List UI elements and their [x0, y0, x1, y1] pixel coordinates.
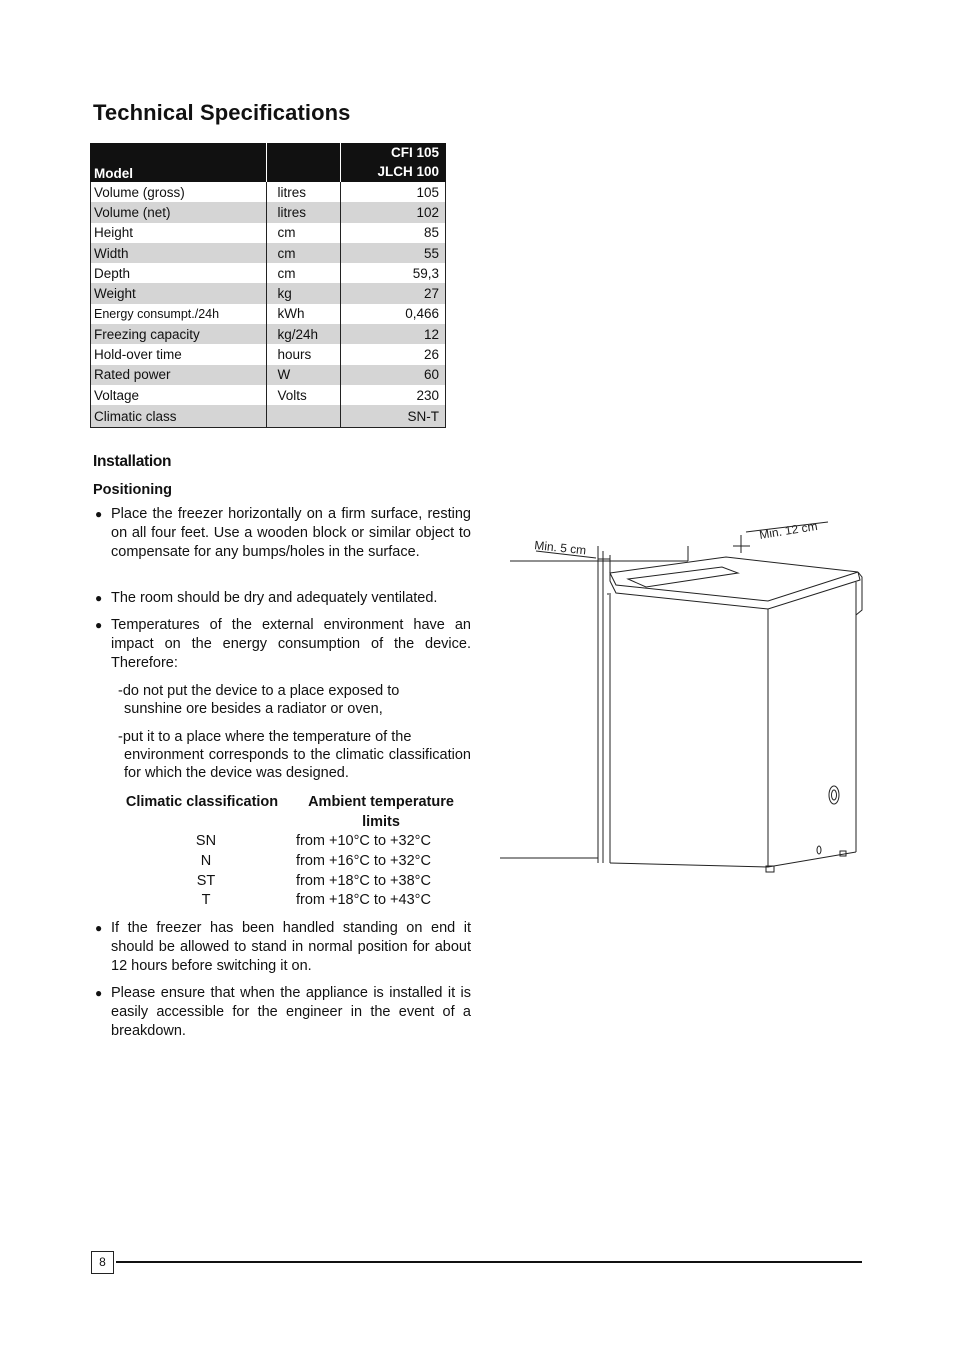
row-unit: litres	[266, 182, 341, 202]
row-value: 55	[341, 243, 446, 263]
header-model-1: CFI 105	[390, 145, 439, 160]
table-row	[91, 405, 446, 427]
bullet-icon: ●	[95, 921, 103, 935]
row-unit	[266, 405, 341, 427]
row-unit: kg/24h	[266, 324, 341, 344]
climatic-col1-header: Climatic classification	[125, 794, 279, 810]
row-unit: cm	[266, 263, 341, 283]
spec-table	[90, 143, 446, 428]
row-value: SN-T	[341, 405, 446, 427]
row-unit: Volts	[266, 385, 341, 405]
row-value: 230	[341, 385, 446, 405]
row-value: 27	[341, 283, 446, 303]
table-row	[91, 223, 446, 243]
climatic-col2-header	[296, 793, 466, 832]
row-value: 59,3	[341, 263, 446, 283]
bullet-text: Temperatures of the external environment have an impact on the energy consumption of the device. Therefore:	[111, 617, 471, 671]
min12-label: Min. 12 cm	[758, 518, 819, 542]
row-unit: cm	[266, 243, 341, 263]
climatic-range: from +10°C to +32°C	[296, 833, 431, 849]
table-row	[91, 385, 446, 405]
page-title: Technical Specifications	[93, 100, 351, 125]
row-value: 60	[341, 365, 446, 385]
thermostat-knob-icon	[829, 786, 839, 804]
spec-table-header	[91, 143, 446, 182]
freezer-clearance-diagram	[498, 515, 870, 880]
climatic-range: from +16°C to +32°C	[296, 853, 431, 869]
row-value: 26	[341, 344, 446, 364]
sub-text-rest: environment corresponds to the climatic classification for which the device was designed.	[124, 747, 471, 781]
row-value: 12	[341, 324, 446, 344]
bullet-icon: ●	[95, 986, 103, 1000]
sub-text-first: -put it to a place where the temperature of the	[118, 729, 412, 745]
table-row	[91, 243, 446, 263]
row-label: Width	[91, 243, 267, 263]
header-unit	[266, 143, 341, 182]
row-label: Height	[91, 223, 267, 243]
row-label: Volume (net)	[91, 202, 267, 222]
list-item	[93, 616, 471, 672]
row-value: 85	[341, 223, 446, 243]
row-label: Freezing capacity	[91, 324, 267, 344]
table-row	[91, 365, 446, 385]
row-value: 102	[341, 202, 446, 222]
climatic-range: from +18°C to +38°C	[296, 873, 431, 889]
header-models	[341, 143, 446, 182]
indicator-light-icon	[817, 846, 821, 854]
climatic-class: SN	[195, 833, 217, 849]
positioning-heading: Positioning	[93, 482, 172, 498]
row-unit: cm	[266, 223, 341, 243]
bullet-text: Please ensure that when the appliance is installed it is easily accessible for the engineer in the event of a breakdown.	[111, 985, 471, 1039]
freezer-hinge	[856, 572, 862, 615]
header-model: Model	[91, 143, 267, 182]
header-model-2: JLCH 100	[377, 164, 439, 179]
min5-label: Min. 5 cm	[533, 538, 587, 558]
bullet-text: Place the freezer horizontally on a firm surface, resting on all four feet. Use a wooden block or similar object to compensate for any bumps/holes in the surface.	[111, 506, 471, 560]
sub-text-first: -do not put the device to a place exposed to	[118, 683, 400, 699]
freezer-lid-top	[610, 557, 858, 601]
row-label: Voltage	[91, 385, 267, 405]
climatic-class: T	[201, 892, 211, 908]
climatic-class: ST	[196, 873, 216, 889]
bullet-text: The room should be dry and adequately ventilated.	[111, 590, 438, 606]
sub-text-rest: sunshine ore besides a radiator or oven,	[124, 701, 383, 717]
list-item	[93, 505, 471, 561]
footer-rule	[116, 1261, 862, 1263]
list-item	[93, 919, 471, 975]
table-row	[91, 263, 446, 283]
climatic-col2-line1: Ambient temperature	[308, 794, 454, 810]
table-row	[91, 304, 446, 324]
row-unit: hours	[266, 344, 341, 364]
row-label: Weight	[91, 283, 267, 303]
row-unit: kWh	[266, 304, 341, 324]
table-row	[91, 202, 446, 222]
row-label: Hold-over time	[91, 344, 267, 364]
row-label: Climatic class	[91, 405, 267, 427]
bullet-icon: ●	[95, 591, 103, 605]
table-row	[91, 283, 446, 303]
row-value: 0,466	[341, 304, 446, 324]
list-item	[93, 589, 471, 608]
climatic-col2-line2: limits	[362, 813, 400, 830]
sub-item	[118, 728, 471, 782]
bullet-text: If the freezer has been handled standing on end it should be allowed to stand in normal position for about 12 hours before switching it on.	[111, 920, 471, 974]
list-item	[93, 984, 471, 1040]
table-row	[91, 324, 446, 344]
row-unit: litres	[266, 202, 341, 222]
row-label: Depth	[91, 263, 267, 283]
sub-item	[118, 682, 471, 718]
freezer-handle	[628, 567, 738, 587]
row-label: Volume (gross)	[91, 182, 267, 202]
row-label: Energy consumpt./24h	[91, 304, 267, 324]
row-unit: W	[266, 365, 341, 385]
page-number: 8	[91, 1251, 114, 1274]
row-value: 105	[341, 182, 446, 202]
climatic-class: N	[200, 853, 212, 869]
climatic-range: from +18°C to +43°C	[296, 892, 431, 908]
thermostat-knob-inner	[832, 790, 837, 800]
installation-heading: Installation	[93, 453, 172, 470]
table-row	[91, 182, 446, 202]
freezer-lid-side	[610, 572, 860, 609]
table-row	[91, 344, 446, 364]
row-label: Rated power	[91, 365, 267, 385]
row-unit: kg	[266, 283, 341, 303]
bullet-icon: ●	[95, 507, 103, 521]
bullet-icon: ●	[95, 618, 103, 632]
